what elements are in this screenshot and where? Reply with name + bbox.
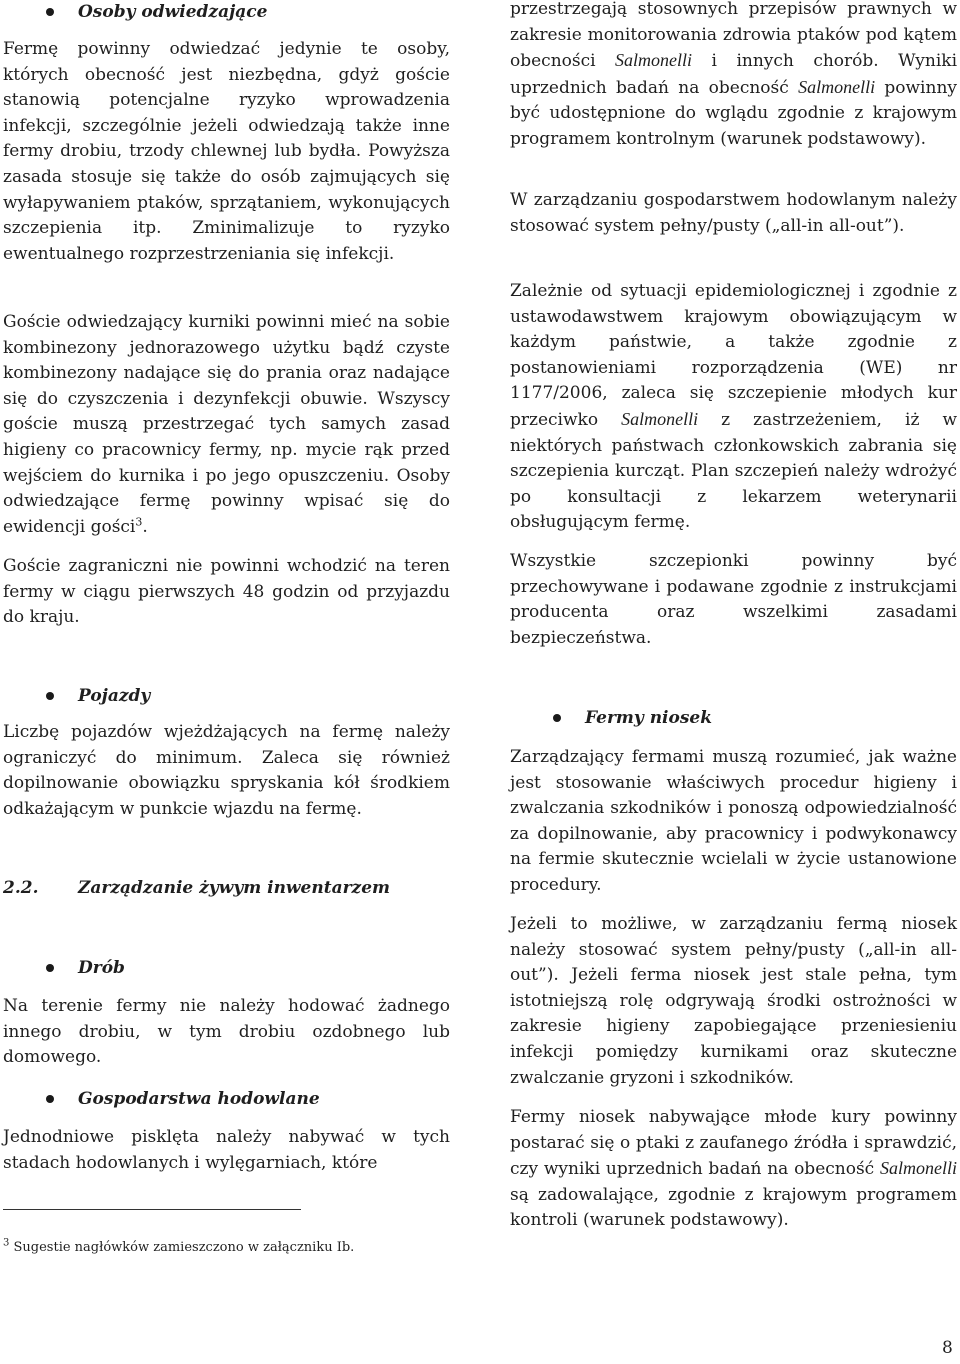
paragraph-foreign-visitors: Goście zagraniczni nie powinni wchodzić na teren fermy w ciągu pierwszych 48 godzin od przyjazdu do kraju. — [3, 556, 450, 628]
page-number: 8 — [942, 1338, 953, 1358]
paragraph-vaccination: Zależnie od sytuacji epidemiologicznej i zgodnie z ustawodawstwem krajowym obowiązującym w każdym państwie, a także zgodnie z postanowieniami rozporządzenia (WE) nr 1177/2006, zaleca się szczepienie młodych kur przeciwko Salmonelli z zastrzeżeniem, iż w niektórych państwach członkowskich zabrania się szczepienia kurcząt. Plan szczepień należy wdrożyć po konsultacji z lekarzem weterynarii obsługującym fermę. — [510, 281, 957, 533]
paragraph-breeding-continued: przestrzegają stosownych przepisów prawnych w zakresie monitorowania zdrowia ptaków pod kątem obecności Salmonelli i innych chorób. Wyniki uprzednich badań na obecność Salmonelli powinny być udostępnione do wglądu zgodnie z krajowym programem kontrolnym (warunek podstawowy). — [510, 0, 957, 149]
bullet-icon — [46, 964, 54, 972]
section-number: 2.2. — [3, 878, 39, 898]
paragraph-breeding-farms: Jednodniowe pisklęta należy nabywać w tych stadach hodowlanych i wylęgarniach, które — [3, 1127, 450, 1173]
paragraph-layer-pullets: Fermy niosek nabywające młode kury powinny postarać się o ptaki z zaufanego źródła i sprawdzić, czy wyniki uprzednich badań na obecność Salmonelli są zadowalające, zgodnie z krajowym programem kontroli (warunek podstawowy). — [510, 1107, 957, 1231]
heading-drob: Drób — [78, 956, 125, 980]
paragraph-poultry: Na terenie fermy nie należy hodować żadnego innego drobiu, w tym drobiu ozdobnego lub domowego. — [3, 996, 450, 1068]
footnote-ref[interactable]: 3 — [135, 515, 143, 529]
paragraph-vehicles: Liczbę pojazdów wjeżdżających na fermę należy ograniczyć do minimum. Zaleca się również dopilnowanie obowiązku spryskania kół środkiem odkażającym w punkcie wjazdu na fermę. — [3, 722, 450, 819]
heading-pojazdy: Pojazdy — [78, 684, 150, 708]
paragraph-layer-farm-managers: Zarządzający fermami muszą rozumieć, jak ważne jest stosowanie właściwych procedur higieny i zwalczania szkodników i ponoszą odpowiedzialność za dopilnowanie, aby pracownicy i podwykonawcy na fermie skutecznie wcielali w życie ustanowione procedury. — [510, 747, 957, 895]
bullet-icon — [46, 692, 54, 700]
heading-osoby-odwiedzajace: Osoby odwiedzające — [78, 0, 267, 24]
paragraph-all-in-all-out: W zarządzaniu gospodarstwem hodowlanym należy stosować system pełny/pusty („all-in all-out”). — [510, 190, 957, 236]
section-title: Zarządzanie żywym inwentarzem — [78, 878, 391, 898]
bullet-icon — [553, 714, 561, 722]
section-heading-2-2 — [3, 876, 450, 900]
paragraph-visitors-clothing: Goście odwiedzający kurniki powinni mieć na sobie kombinezony jednorazowego użytku bądź czyste kombinezony nadające się do prania oraz nadające się do czyszczenia i dezynfekcji obuwie. Wszyscy goście muszą przestrzegać tych samych zasad higieny co pracownicy fermy, np. mycie rąk przed wejściem do kurnika i po jego opuszczeniu. Osoby odwiedzające fermę powinny wpisać się do ewidencji gości$^3$. — [3, 312, 450, 537]
paragraph-visitors-intro: Fermę powinny odwiedzać jedynie te osoby, których obecność jest niezbędna, gdyż goście stanowią potencjalne ryzyko wprowadzenia infekcji, szczególnie jeżeli odwiedzają także inne fermy drobiu, trzody chlewnej lub bydła. Powyższa zasada stosuje się także do osób zajmujących się wyłapywaniem ptaków, sprzątaniem, wykonujących szczepienia itp. Zminimalizuje to ryzyko ewentualnego rozprzestrzeniania się infekcji. — [3, 39, 450, 264]
paragraph-vaccines-storage: Wszystkie szczepionki powinny być przechowywane i podawane zgodnie z instrukcjami producenta oraz wszelkimi zasadami bezpieczeństwa. — [510, 551, 957, 648]
footnote-separator — [3, 1209, 301, 1210]
heading-fermy-niosek: Fermy niosek — [585, 706, 712, 730]
heading-gospodarstwa-hodowlane: Gospodarstwa hodowlane — [78, 1087, 320, 1111]
paragraph-layer-hygiene: Jeżeli to możliwe, w zarządzaniu fermą niosek należy stosować system pełny/pusty („all-in all-out”). Jeżeli ferma niosek jest stale pełna, tym istotniejszą rolę odgrywają środki ostrożności w zakresie higieny zapobiegające przeniesieniu infekcji pomiędzy kurnikami oraz skuteczne zwalczanie gryzoni i szkodników. — [510, 914, 957, 1088]
footnote: $^3$ Sugestie nagłówków zamieszczono w załączniku Ib. — [3, 1237, 355, 1255]
bullet-icon — [46, 1095, 54, 1103]
bullet-icon — [46, 8, 54, 16]
